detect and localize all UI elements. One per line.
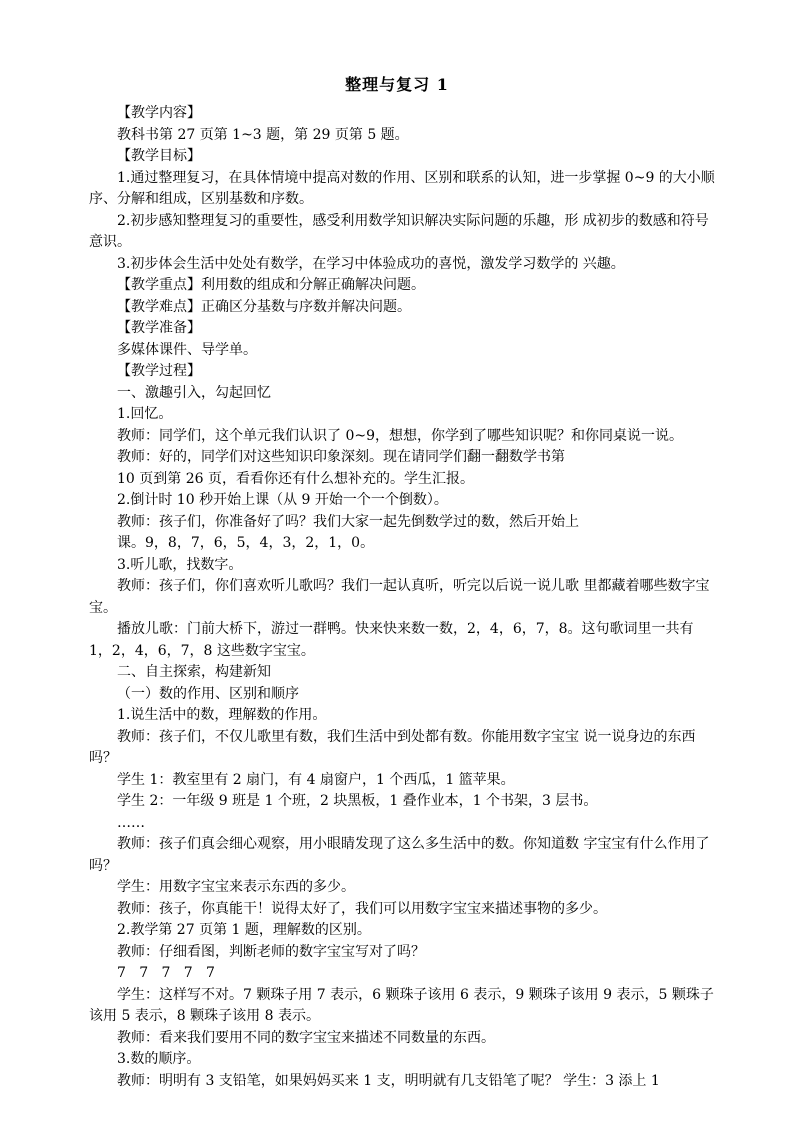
paragraph: 【教学难点】正确区分基数与序数并解决问题。 (117, 298, 411, 315)
paragraph: 教师：孩子们真会细心观察，用小眼睛发现了这么多生活中的数。你知道数 字宝宝有什么作用了吗？ (89, 836, 710, 874)
paragraph: 学生 2：一年级 9 班是 1 个班，2 块黑板，1 叠作业本，1 个书架，3 层书。 (117, 793, 598, 809)
paragraph: 教师：同学们，这个单元我们认识了 0~9，想想，你学到了哪些知识呢？和你同桌说一说。 (117, 427, 683, 444)
paragraph: 1.说生活中的数，理解数的作用。 (117, 707, 327, 723)
paragraph: 2.教学第 27 页第 1 题，理解数的区别。 (117, 922, 371, 938)
paragraph: 学生：用数字宝宝来表示东西的多少。 (117, 879, 355, 895)
paragraph: 3.初步体会生活中处处有数学，在学习中体验成功的喜悦，激发学习数学的 兴趣。 (117, 255, 625, 272)
paragraph: 二、自主探索，构建新知 (117, 664, 271, 680)
section-heading: 【教学准备】 (117, 320, 201, 336)
section-heading: 【教学内容】 (117, 105, 201, 121)
paragraph: …… (117, 814, 145, 831)
section-heading: 【教学过程】 (117, 363, 201, 379)
paragraph: 教师：孩子们，你们喜欢听儿歌吗？我们一起认真听，听完以后说一说儿歌 里都藏着哪些数字宝宝。 (89, 578, 710, 616)
paragraph: 课。9，8，7，6，5，4，3，2，1，0。 (117, 535, 375, 551)
paragraph: 教师：孩子们，不仅儿歌里有数，我们生活中到处都有数。你能用数字宝宝 说一说身边的东西吗？ (89, 728, 696, 766)
paragraph: 学生：这样写不对。7 颗珠子用 7 表示，6 颗珠子该用 6 表示，9 颗珠子该用 9 表示，5 颗珠子该用 5 表示，8 颗珠子该用 8 表示。 (89, 986, 714, 1024)
paragraph: 2.倒计时 10 秒开始上课（从 9 开始一个一个倒数）。 (117, 492, 448, 508)
paragraph: 一、激趣引入，勾起回忆 (117, 384, 271, 401)
paragraph: 10 页到第 26 页，看看你还有什么想补充的。学生汇报。 (117, 470, 474, 487)
document-title: 整理与复习 1 (345, 75, 449, 94)
paragraph: 教师：好的，同学们对这些知识印象深刻。现在请同学们翻一翻数学书第 (117, 449, 565, 465)
paragraph: 多媒体课件、导学单。 (117, 341, 257, 358)
number-row: 7 7 7 7 7 (117, 965, 215, 981)
paragraph: 1.通过整理复习，在具体情境中提高对数的作用、区别和联系的认知，进一步掌握 0~9 的大小顺序、分解和组成，区别基数和序数。 (89, 169, 715, 207)
paragraph: 3.听儿歌，找数字。 (117, 556, 243, 573)
paragraph: 学生 1：教室里有 2 扇门，有 4 扇窗户，1 个西瓜，1 篮苹果。 (117, 771, 515, 788)
section-heading: 【教学目标】 (117, 148, 201, 164)
paragraph: 教科书第 27 页第 1~3 题，第 29 页第 5 题。 (117, 126, 409, 143)
paragraph: 2.初步感知整理复习的重要性，感受利用数学知识解决实际问题的乐趣，形 成初步的数感和符号意识。 (89, 212, 709, 250)
paragraph: 3.数的顺序。 (117, 1051, 201, 1067)
document-body (89, 103, 715, 1092)
paragraph: 教师：仔细看图，判断老师的数字宝宝写对了吗？ (117, 943, 425, 960)
paragraph: 【教学重点】利用数的组成和分解正确解决问题。 (117, 277, 425, 293)
paragraph: 教师：孩子们，你准备好了吗？我们大家一起先倒数学过的数，然后开始上 (117, 513, 579, 530)
paragraph: 教师：看来我们要用不同的数字宝宝来描述不同数量的东西。 (117, 1029, 495, 1046)
paragraph: 教师：明明有 3 支铅笔，如果妈妈买来 1 支，明明就有几支铅笔了呢？ 学生：3 添上 1 (117, 1072, 660, 1089)
paragraph: 1.回忆。 (117, 406, 173, 422)
paragraph: 教师：孩子，你真能干！说得太好了，我们可以用数字宝宝来描述事物的多少。 (117, 900, 607, 917)
paragraph: （一）数的作用、区别和顺序 (117, 685, 299, 702)
paragraph: 播放儿歌：门前大桥下，游过一群鸭。快来快来数一数，2，4，6，7，8。这句歌词里一共有 1，2，4，6，7，8 这些数字宝宝。 (89, 621, 698, 659)
